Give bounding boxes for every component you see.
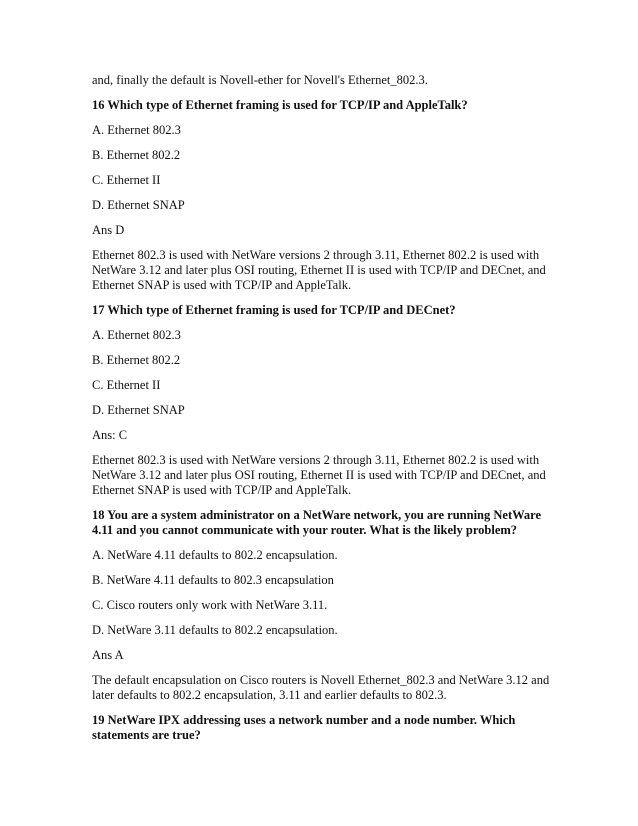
q17-answer: Ans: C <box>92 428 128 442</box>
q18-option-d: D. NetWare 3.11 defaults to 802.2 encapsulation. <box>92 623 338 637</box>
q18-answer: Ans A <box>92 648 124 662</box>
q16-answer: Ans D <box>92 223 125 237</box>
q16-option-d: D. Ethernet SNAP <box>92 198 185 212</box>
q16-explanation: Ethernet 802.3 is used with NetWare versions 2 through 3.11, Ethernet 802.2 is used with NetWare 3.12 and later plus OSI routing, Ethernet II is used with TCP/IP and DECnet, and Ethernet SNAP is used with TCP/IP and AppleTalk. <box>92 248 546 292</box>
q17-option-d: D. Ethernet SNAP <box>92 403 185 417</box>
page-content <box>92 73 562 753</box>
question-16: 16 Which type of Ethernet framing is used for TCP/IP and AppleTalk? <box>92 98 468 112</box>
q16-option-c: C. Ethernet II <box>92 173 161 187</box>
question-18: 18 You are a system administrator on a NetWare network, you are running NetWare 4.11 and you cannot communicate with your router. What is the likely problem? <box>92 508 542 537</box>
q17-option-a: A. Ethernet 802.3 <box>92 328 181 342</box>
question-17: 17 Which type of Ethernet framing is used for TCP/IP and DECnet? <box>92 303 456 317</box>
q18-option-b: B. NetWare 4.11 defaults to 802.3 encapsulation <box>92 573 334 587</box>
q16-option-b: B. Ethernet 802.2 <box>92 148 181 162</box>
q18-explanation: The default encapsulation on Cisco routers is Novell Ethernet_802.3 and NetWare 3.12 and later defaults to 802.2 encapsulation, 3.11 and earlier defaults to 802.3. <box>92 673 550 702</box>
q17-explanation: Ethernet 802.3 is used with NetWare versions 2 through 3.11, Ethernet 802.2 is used with NetWare 3.12 and later plus OSI routing, Ethernet II is used with TCP/IP and DECnet, and Ethernet SNAP is used with TCP/IP and AppleTalk. <box>92 453 546 497</box>
question-19: 19 NetWare IPX addressing uses a network number and a node number. Which statements are true? <box>92 713 516 742</box>
q16-option-a: A. Ethernet 802.3 <box>92 123 181 137</box>
intro-text: and, finally the default is Novell-ether for Novell's Ethernet_802.3. <box>92 73 428 87</box>
q17-option-b: B. Ethernet 802.2 <box>92 353 181 367</box>
q17-option-c: C. Ethernet II <box>92 378 161 392</box>
q18-option-c: C. Cisco routers only work with NetWare 3.11. <box>92 598 328 612</box>
q18-option-a: A. NetWare 4.11 defaults to 802.2 encapsulation. <box>92 548 338 562</box>
